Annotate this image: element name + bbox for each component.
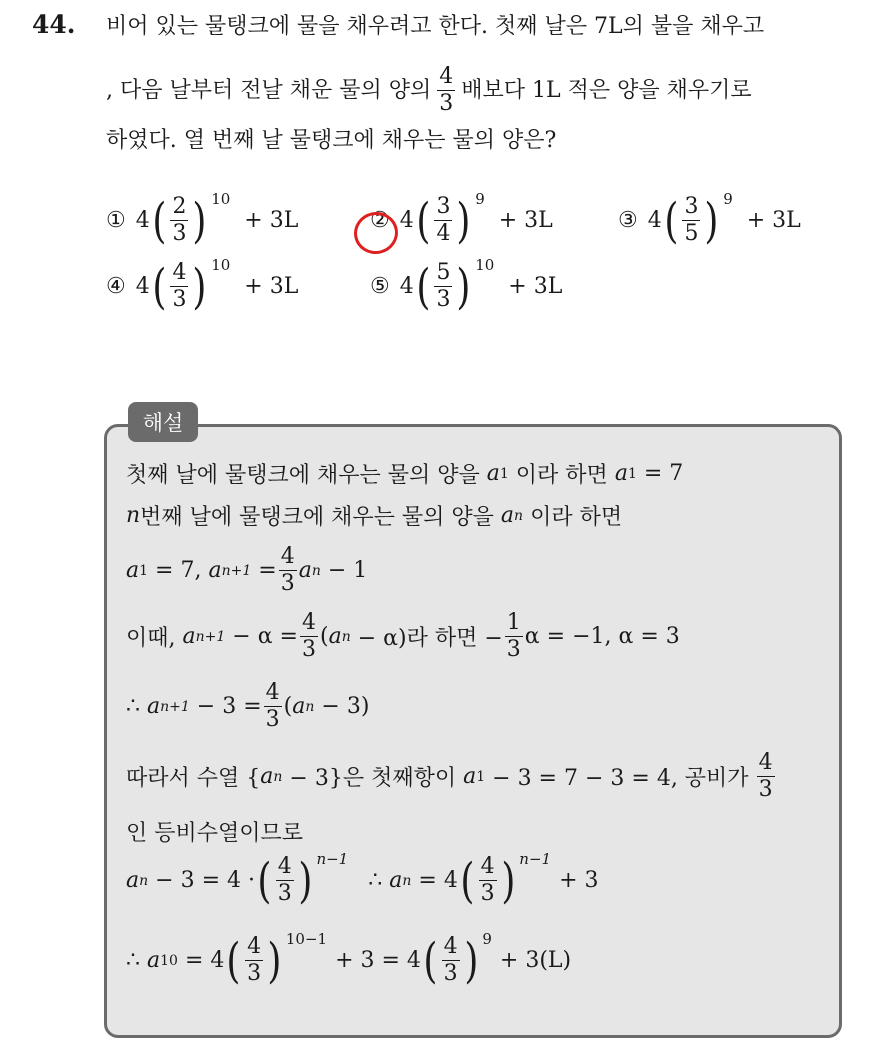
question-line-1: 비어 있는 물탱크에 물을 채우려고 한다. 첫째 날은 7L의 불을 채우고	[106, 14, 765, 39]
den: 3	[247, 961, 262, 986]
choice-coef: 4	[399, 208, 414, 233]
paren: )	[192, 192, 207, 249]
text: − 3}은 첫째항이	[289, 766, 457, 791]
num: 1	[506, 610, 521, 635]
paren: (	[416, 192, 431, 249]
var: a	[292, 694, 306, 719]
choice-mark: ⑤	[370, 274, 390, 299]
text: 이라 하면	[515, 463, 608, 488]
sub: 1	[476, 768, 486, 785]
num: 4	[758, 750, 773, 775]
num: 4	[480, 854, 495, 879]
text: (	[283, 694, 293, 719]
sub: n+1	[195, 628, 226, 645]
fraction	[264, 682, 282, 731]
text: 이때,	[126, 626, 176, 651]
question-line-2	[106, 66, 752, 115]
paren: (	[460, 852, 475, 909]
fraction-denominator: 3	[439, 91, 454, 116]
choice-coef: 4	[135, 208, 150, 233]
fraction	[245, 936, 263, 985]
paren: (	[416, 258, 431, 315]
var: a	[389, 868, 403, 893]
text: ∴	[126, 694, 140, 719]
num: 4	[443, 934, 458, 959]
paren: )	[192, 258, 207, 315]
text: = 4	[184, 948, 225, 973]
sub: n	[402, 872, 412, 889]
text: + 3	[559, 868, 599, 893]
sub: n	[514, 507, 524, 524]
sub: n	[305, 698, 315, 715]
var: a	[147, 948, 161, 973]
exponent: n−1	[519, 849, 552, 868]
solution-line-8	[126, 849, 599, 909]
choice-tail: + 3L	[498, 208, 553, 233]
choice-mark: ④	[106, 274, 126, 299]
exponent: 10−1	[285, 929, 328, 948]
text: 이라 하면	[530, 505, 623, 530]
choice-fraction	[434, 196, 452, 245]
choice-fraction	[170, 196, 188, 245]
solution-tab: 해설	[128, 402, 198, 442]
choice-mark: ②	[370, 208, 390, 233]
num: 4	[247, 934, 262, 959]
num: 3	[684, 194, 699, 219]
text: = 7,	[155, 558, 202, 583]
text: (	[320, 624, 329, 649]
solution-line-2	[126, 500, 622, 531]
solution-line-9	[126, 929, 572, 989]
choice-coef: 4	[647, 208, 662, 233]
sub: n	[273, 768, 283, 785]
question-line-3: 하였다. 열 번째 날 물탱크에 채우는 물의 양은?	[106, 128, 557, 153]
num: 3	[436, 194, 451, 219]
paren: )	[456, 258, 471, 315]
paren: (	[152, 192, 167, 249]
fraction	[757, 752, 775, 801]
choice-tail: + 3L	[244, 208, 299, 233]
text: − 1	[327, 558, 368, 583]
text: + 3(L)	[499, 948, 572, 973]
num: 4	[172, 260, 187, 285]
sub: n+1	[221, 562, 252, 579]
text: 따라서 수열 {	[126, 766, 261, 791]
paren: (	[152, 258, 167, 315]
choice-tail: + 3L	[746, 208, 801, 233]
sub: 1	[139, 562, 149, 579]
text: =	[258, 558, 277, 583]
num: 2	[172, 194, 187, 219]
fraction	[276, 856, 294, 905]
text: 첫째 날에 물탱크에 채우는 물의 양을	[126, 463, 480, 488]
choice-exponent: 10	[475, 255, 495, 274]
choice-tail: + 3L	[244, 274, 299, 299]
solution-line-3	[126, 546, 367, 595]
exponent: n−1	[316, 849, 349, 868]
den: 4	[436, 221, 451, 246]
text: − 3)	[321, 694, 370, 719]
choice-fraction	[434, 262, 452, 311]
text: − α)라 하면 −	[357, 626, 503, 651]
den: 3	[172, 287, 187, 312]
den: 3	[280, 571, 295, 596]
question-line-2-b: 배보다 1L 적은 양을 채우기로	[461, 77, 752, 103]
fraction-numerator: 4	[439, 64, 454, 89]
question-fraction	[437, 66, 455, 115]
choice-3[interactable]	[618, 189, 801, 249]
var: a	[208, 558, 222, 583]
sub: n	[311, 562, 321, 579]
fraction	[505, 612, 523, 661]
var: n	[126, 503, 141, 528]
choice-1[interactable]	[106, 189, 299, 249]
den: 3	[436, 287, 451, 312]
choice-exponent: 10	[211, 189, 231, 208]
den: 3	[277, 881, 292, 906]
sub: n+1	[160, 698, 190, 715]
var: a	[328, 624, 342, 649]
num: 4	[280, 544, 295, 569]
exponent: 9	[482, 929, 492, 948]
var: a	[614, 461, 628, 486]
paren: (	[257, 852, 272, 909]
var: a	[260, 764, 274, 789]
choice-exponent: 10	[211, 255, 231, 274]
choice-4[interactable]	[106, 255, 299, 315]
text: 인 등비수열이므로	[126, 821, 304, 846]
solution-line-5	[126, 682, 369, 731]
num: 4	[265, 680, 280, 705]
fraction	[479, 856, 497, 905]
num: 5	[436, 260, 451, 285]
sub: 1	[499, 465, 509, 482]
fraction	[279, 546, 297, 595]
sub: 1	[627, 465, 637, 482]
fraction	[300, 612, 318, 661]
var: a	[500, 503, 515, 528]
text: − 3 = 7 − 3 = 4, 공비가	[492, 766, 749, 791]
paren: )	[267, 932, 282, 989]
paren: )	[704, 192, 719, 249]
paren: (	[664, 192, 679, 249]
var: a	[298, 558, 312, 583]
choice-fraction	[170, 262, 188, 311]
choice-mark: ③	[618, 208, 638, 233]
var: a	[182, 624, 196, 649]
sub: 10	[160, 952, 178, 969]
paren: )	[456, 192, 471, 249]
solution-line-1	[126, 458, 683, 489]
choice-5[interactable]	[370, 255, 563, 315]
den: 5	[684, 221, 699, 246]
text: = 4	[418, 868, 458, 893]
sub: n	[341, 628, 351, 645]
text: − 3 = 4 ·	[155, 868, 255, 893]
text: + 3 = 4	[335, 948, 421, 973]
var: a	[126, 868, 140, 893]
solution-line-6	[126, 752, 777, 801]
text: − α =	[232, 624, 298, 649]
text: 번째 날에 물탱크에 채우는 물의 양을	[140, 505, 494, 530]
text: − 3 =	[196, 694, 262, 719]
paren: )	[500, 852, 515, 909]
num: 4	[277, 854, 292, 879]
sub: n	[139, 872, 149, 889]
question-line-2-a: , 다음 날부터 전날 채운 물의 양의	[106, 77, 432, 103]
choice-exponent: 9	[475, 189, 485, 208]
den: 3	[480, 881, 495, 906]
choice-mark: ①	[106, 208, 126, 233]
paren: (	[226, 932, 241, 989]
text: α = −1, α = 3	[524, 624, 680, 649]
solution-line-7	[126, 816, 303, 847]
var: a	[126, 558, 140, 583]
choice-coef: 4	[135, 274, 150, 299]
den: 3	[443, 961, 458, 986]
solution-line-4	[126, 612, 680, 661]
fraction	[442, 936, 460, 985]
den: 3	[302, 637, 316, 662]
choice-coef: 4	[399, 274, 414, 299]
text: = 7	[643, 461, 684, 486]
question-number: 44.	[32, 10, 76, 39]
text: ∴	[368, 868, 383, 893]
paren: )	[463, 932, 479, 989]
den: 3	[506, 637, 521, 662]
den: 3	[265, 707, 280, 732]
text: ∴	[126, 948, 140, 973]
choice-tail: + 3L	[508, 274, 563, 299]
var: a	[486, 461, 500, 486]
den: 3	[758, 777, 773, 802]
paren: )	[298, 852, 313, 909]
num: 4	[302, 610, 316, 635]
var: a	[147, 694, 161, 719]
choice-exponent: 9	[723, 189, 733, 208]
choice-fraction	[682, 196, 700, 245]
den: 3	[172, 221, 187, 246]
var: a	[463, 764, 477, 789]
paren: (	[423, 932, 438, 989]
